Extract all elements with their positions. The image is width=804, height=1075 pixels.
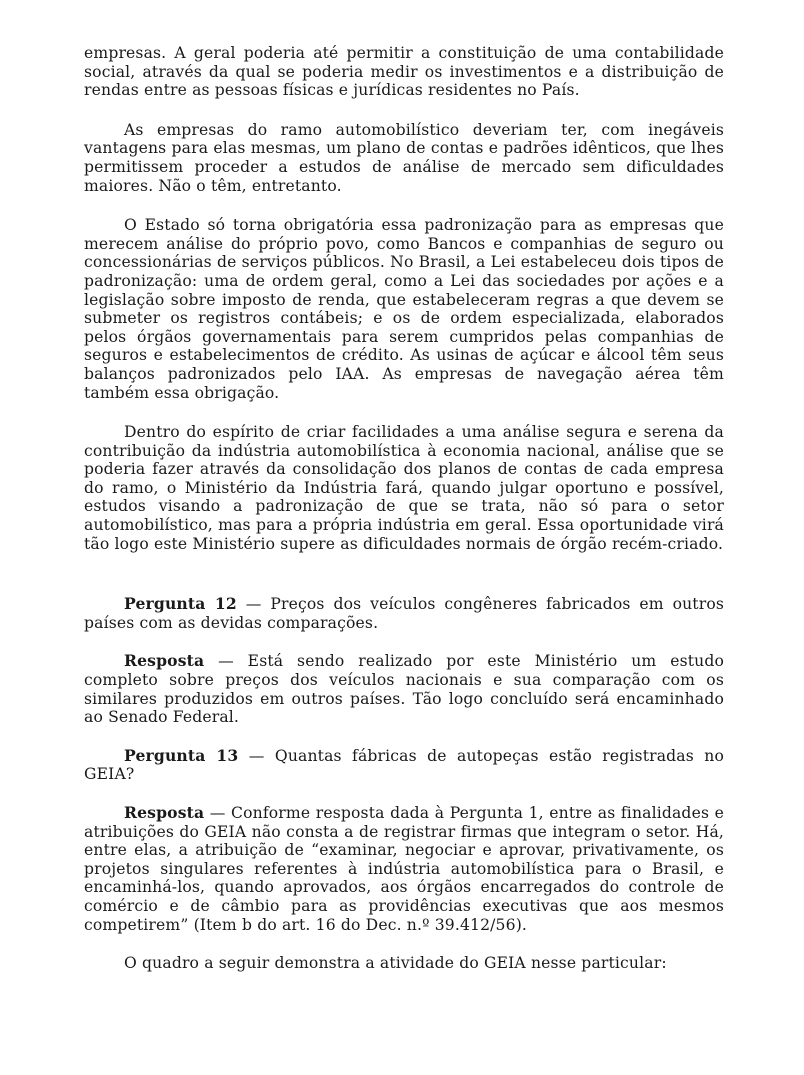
answer-12-label: Resposta: [124, 651, 205, 671]
paragraph-automotive-accounts: As empresas do ramo automobilístico deveriam ter, com inegáveis vantagens para elas mesmas, um plano de contas e padrões idênticos, que lhes permitissem proceder a estudos de análise de mercado sem dificuldades maiores. Não o têm, entretanto.: [84, 120, 724, 195]
answer-12-text: — Está sendo realizado por este Ministério um estudo completo sobre preços dos veículos nacionais e sua comparação com os similares produzidos em outros países. Tão logo concluído será encaminhado ao Senado Federal.: [84, 652, 724, 727]
question-12: [84, 595, 724, 632]
answer-13-text: — Conforme resposta dada à Pergunta 1, entre as finalidades e atribuições do GEIA não consta a de registrar firmas que integram o setor. Há, entre elas, a atribuição de “examinar, negociar e aprovar, privativamente, os projetos singulares referentes à indústria automobilística para o Brasil, e encaminhá-los, quando aprovados, aos órgãos encarregados do controle de comércio e de câmbio para as providências executivas que aos mesmos competirem” (Item b do art. 16 do Dec. n.º 39.412/56).: [84, 804, 724, 934]
answer-12: [84, 652, 724, 726]
paragraph-closing: O quadro a seguir demonstra a atividade do GEIA nesse particular:: [124, 954, 667, 973]
question-12-text: — Preços dos veículos congêneres fabricados em outros países com as devidas comparações.: [84, 595, 725, 632]
question-12-label: Pergunta 12: [124, 594, 237, 614]
question-13: [84, 747, 724, 784]
question-13-text: — Quantas fábricas de autopeças estão registradas no GEIA?: [84, 746, 725, 784]
paragraph-continuation: empresas. A geral poderia até permitir a constituição de uma contabilidade social, através da qual se poderia medir os investimentos e a distribuição de rendas entre as pessoas físicas e jurídicas residentes no País.: [84, 44, 724, 100]
answer-13: [84, 804, 724, 934]
paragraph-standardization: O Estado só torna obrigatória essa padronização para as empresas que merecem análise do próprio povo, como Bancos e companhias de seguro ou concessionárias de serviços públicos. No Brasil, a Lei estabeleceu dois tipos de padronização: uma de ordem geral, como a Lei das sociedades por ações e a legislação sobre imposto de renda, que estabeleceram regras a que devem se submeter os registros contábeis; e os de ordem especializada, elaborados pelos órgãos governamentais para serem cumpridos pelas companhias de seguros e estabelecimentos de crédito. As usinas de açúcar e álcool têm seus balanços padronizados pelo IAA. As empresas de navegação aérea têm também essa obrigação.: [84, 216, 724, 402]
answer-13-label: Resposta: [124, 803, 205, 822]
question-13-label: Pergunta 13: [124, 745, 239, 765]
paragraph-ministry-studies: Dentro do espírito de criar facilidades a uma análise segura e serena da contribuição da indústria automobilística à economia nacional, análise que se poderia fazer através da consolidação dos planos de contas de cada empresa do ramo, o Ministério da Indústria fará, quando julgar oportuno e possível, estudos visando a padronização de que se trata, não só para o setor automobilístico, mas para a própria indústria em geral. Essa oportunidade virá tão logo este Ministério supere as dificuldades normais de órgão recém-criado.: [84, 423, 724, 553]
